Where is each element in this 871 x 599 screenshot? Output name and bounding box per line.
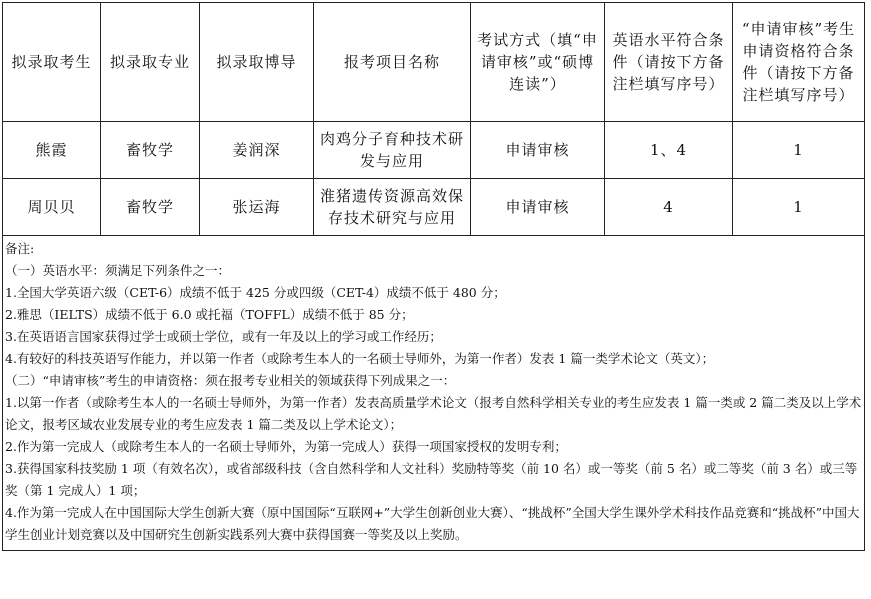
notes-cell xyxy=(3,236,865,551)
header-cell-qualification: “申请审核”考生申请资格符合条件（请按下方备注栏填写序号） xyxy=(733,3,865,122)
qualification-cell: 1 xyxy=(733,179,865,236)
admission-table xyxy=(2,2,865,551)
major-cell: 畜牧学 xyxy=(101,179,200,236)
note-line: （二）“申请审核”考生的申请资格：须在报考专业相关的领域获得下列成果之一： xyxy=(5,373,456,388)
english-cell: 1、4 xyxy=(605,122,733,179)
header-cell-major: 拟录取专业 xyxy=(101,3,200,122)
student-cell: 熊霞 xyxy=(3,122,101,179)
major-cell: 畜牧学 xyxy=(101,122,200,179)
header-cell-advisor: 拟录取博导 xyxy=(200,3,314,122)
note-line: 3.在英语语言国家获得过学士或硕士学位，或有一年及以上的学习或工作经历； xyxy=(5,329,442,344)
notes-title: 备注: xyxy=(5,241,35,256)
table-row xyxy=(3,179,865,236)
header-cell-exam-method: 考试方式（填“申请审核”或“硕博连读”） xyxy=(471,3,605,122)
note-line: （一）英语水平：须满足下列条件之一： xyxy=(5,263,231,278)
header-cell-english: 英语水平符合条件（请按下方备注栏填写序号） xyxy=(605,3,733,122)
note-line: 1.全国大学英语六级（CET-6）成绩不低于 425 分或四级（CET-4）成绩不低于 480 分； xyxy=(5,285,506,300)
note-line: 3.获得国家科技奖励 1 项（有效名次），或省部级科技（含自然科学和人文社科）奖励特等奖（前 10 名）或一等奖（前 5 名）或二等奖（前 3 名）或三等奖（第 1 完成人）1 项； xyxy=(5,461,858,498)
qualification-cell: 1 xyxy=(733,122,865,179)
header-cell-project: 报考项目名称 xyxy=(314,3,471,122)
project-cell: 淮猪遗传资源高效保存技术研究与应用 xyxy=(314,179,471,236)
exam-cell: 申请审核 xyxy=(471,179,605,236)
advisor-cell: 姜润深 xyxy=(200,122,314,179)
english-cell: 4 xyxy=(605,179,733,236)
student-cell: 周贝贝 xyxy=(3,179,101,236)
notes-row xyxy=(3,236,865,551)
note-line: 2.雅思（IELTS）成绩不低于 6.0 或托福（TOFFL）成绩不低于 85 分； xyxy=(5,307,414,322)
header-row xyxy=(3,3,865,122)
note-line: 4.作为第一完成人在中国国际大学生创新大赛（原中国国际“互联网+”大学生创新创业大赛）、“挑战杯”全国大学生课外学术科技作品竞赛和“挑战杯”中国大学生创业计划竞赛以及中国研究生创新实践系列大赛中获得国赛一等奖及以上奖励。 xyxy=(5,505,860,542)
note-line: 2.作为第一完成人（或除考生本人的一名硕士导师外，为第一完成人）获得一项国家授权的发明专利； xyxy=(5,439,567,454)
header-cell-student: 拟录取考生 xyxy=(3,3,101,122)
exam-cell: 申请审核 xyxy=(471,122,605,179)
table-row xyxy=(3,122,865,179)
project-cell: 肉鸡分子育种技术研发与应用 xyxy=(314,122,471,179)
note-line: 1.以第一作者（或除考生本人的一名硕士导师外，为第一作者）发表高质量学术论文（报考自然科学相关专业的考生应发表 1 篇一类或 2 篇二类及以上学术论文，报考区域农业发展专业的考生应发表 1 篇二类及以上学术论文）； xyxy=(5,395,862,432)
advisor-cell: 张运海 xyxy=(200,179,314,236)
note-line: 4.有较好的科技英语写作能力，并以第一作者（或除考生本人的一名硕士导师外，为第一作者）发表 1 篇一类学术论文（英文）； xyxy=(5,351,715,366)
